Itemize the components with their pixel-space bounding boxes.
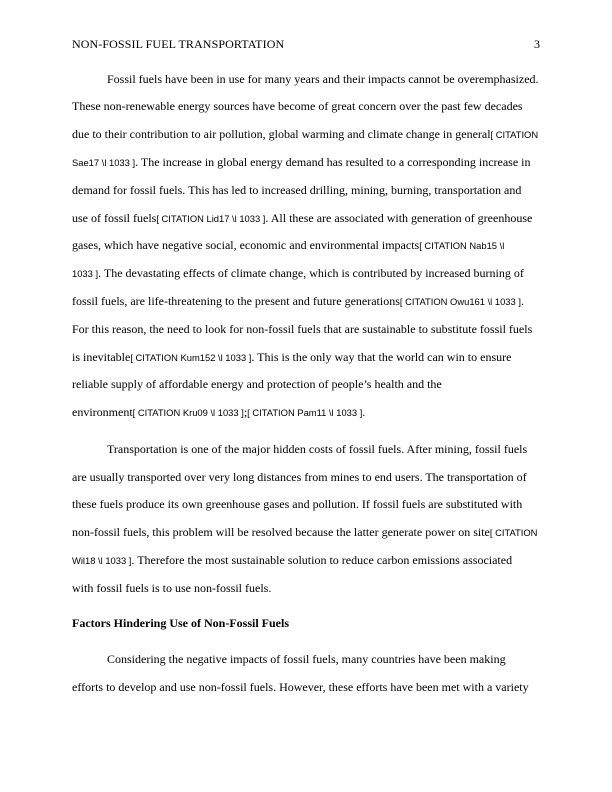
paragraph-3-line-2: efforts to develop and use non-fossil fuels. However, these efforts have been met with a variety (72, 680, 529, 694)
paragraph-1-line-4: Sae17 \l 1033 ]. The increase in global energy demand has resulted to a corresponding increase in (72, 155, 531, 169)
paragraph-1-line-7: gases, which have negative social, economic and environmental impacts[ CITATION Nab15 \l (72, 238, 505, 252)
paragraph-1-line-2: These non-renewable energy sources have become of great concern over the past few decades (72, 99, 523, 113)
paragraph-1-line-10: For this reason, the need to look for non-fossil fuels that are sustainable to substitute fossil fuels (72, 322, 533, 336)
paragraph-1-line-5: demand for fossil fuels. This has led to increased drilling, mining, burning, transportation and (72, 183, 522, 197)
paragraph-1-line-9: fossil fuels, are life-threatening to the present and future generations[ CITATION Owu161 \l 1033 ]. (72, 294, 524, 308)
paragraph-2-line-2: are usually transported over very long distances from mines to end users. The transportation of (72, 470, 527, 484)
paragraph-3-line-1: Considering the negative impacts of fossil fuels, many countries have been making (107, 652, 506, 666)
paragraph-1-line-6: use of fossil fuels[ CITATION Lid17 \l 1033 ]. All these are associated with generation of greenhouse (72, 211, 533, 225)
citation-field: [ CITATION (490, 129, 539, 140)
section-heading: Factors Hindering Use of Non-Fossil Fuels (72, 616, 289, 630)
citation-field: [ CITATION Nab15 \l (419, 240, 505, 251)
citation-field: [ CITATION Pam11 \l 1033 ] (247, 407, 363, 418)
citation-field: [ CITATION Kum152 \l 1033 ] (130, 352, 252, 363)
page-header (72, 36, 540, 52)
paragraph-1-line-13: environment[ CITATION Kru09 \l 1033 ];[ CITATION Pam11 \l 1033 ]. (72, 405, 366, 419)
running-head: NON-FOSSIL FUEL TRANSPORTATION (72, 37, 285, 51)
citation-field: [ CITATION Kru09 \l 1033 ] (132, 407, 244, 418)
citation-field: [ CITATION (489, 527, 538, 538)
paragraph-1-line-1: Fossil fuels have been in use for many years and their impacts cannot be overemphasized. (107, 72, 539, 86)
paragraph-2-line-3: these fuels produce its own greenhouse gases and pollution. If fossil fuels are substituted with (72, 497, 523, 511)
paragraph-2-line-1: Transportation is one of the major hidden costs of fossil fuels. After mining, fossil fuels (107, 442, 528, 456)
paragraph-1-line-11: is inevitable[ CITATION Kum152 \l 1033 ]. This is the only way that the world can win to ensure (72, 350, 512, 364)
paragraph-1-line-3: due to their contribution to air pollution, global warming and climate change in general[ CITATION (72, 127, 539, 141)
paragraph-2-line-6: with fossil fuels is to use non-fossil fuels. (72, 581, 272, 595)
page-number: 3 (534, 37, 540, 51)
citation-field: 1033 ] (72, 268, 99, 279)
paragraph-2-line-5: Wil18 \l 1033 ]. Therefore the most sustainable solution to reduce carbon emissions associated (72, 553, 513, 567)
citation-field: [ CITATION Owu161 \l 1033 ] (399, 296, 521, 307)
paragraph-1-line-8: 1033 ]. The devastating effects of climate change, which is contributed by increased burning of (72, 266, 524, 280)
citation-field: Wil18 \l 1033 ] (72, 555, 132, 566)
paragraph-2-line-4: non-fossil fuels, this problem will be resolved because the latter generate power on site[ CITATION (72, 525, 538, 539)
citation-field: [ CITATION Lid17 \l 1033 ] (156, 213, 266, 224)
paragraph-1-line-12: reliable supply of affordable energy and protection of people’s health and the (72, 377, 442, 391)
citation-field: Sae17 \l 1033 ] (72, 157, 136, 168)
